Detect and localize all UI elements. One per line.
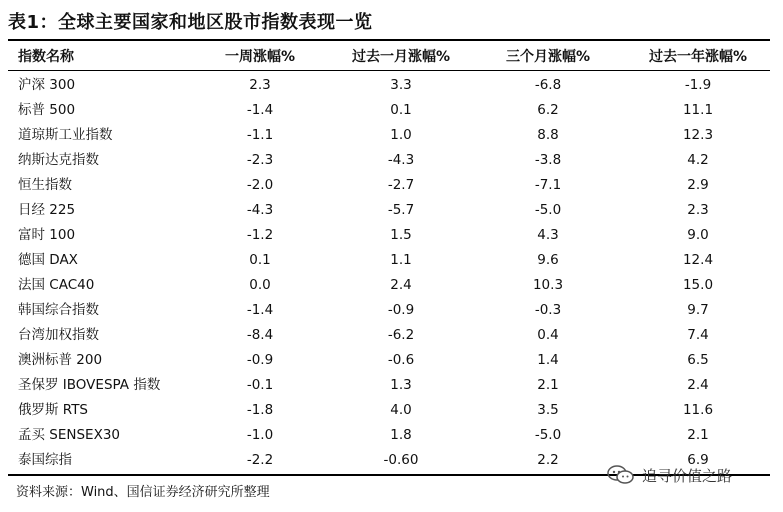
- table-row: [8, 323, 770, 348]
- month-change: 0.1: [390, 102, 412, 118]
- year-change: 2.1: [687, 427, 709, 443]
- watermark: [606, 464, 732, 486]
- week-change: -1.8: [246, 402, 274, 418]
- week-change: -1.1: [246, 127, 274, 143]
- index-name: 日经 225: [18, 202, 76, 218]
- watermark-text: 追寻价值之路: [642, 466, 733, 485]
- wechat-icon: [606, 464, 636, 486]
- week-change: -2.2: [246, 452, 274, 468]
- table-title: 表1：全球主要国家和地区股市指数表现一览: [8, 12, 373, 33]
- quarter-change: -3.8: [534, 152, 562, 168]
- table-row: [8, 273, 770, 298]
- index-name: 道琼斯工业指数: [18, 127, 113, 143]
- index-name: 圣保罗 IBOVESPA 指数: [18, 377, 161, 393]
- year-change: 12.4: [682, 252, 714, 268]
- table-row: [8, 73, 770, 98]
- year-change: 11.6: [682, 402, 714, 418]
- year-change: 12.3: [682, 127, 714, 143]
- table-row: [8, 223, 770, 248]
- month-change: 3.3: [390, 77, 412, 93]
- year-change: 9.7: [687, 302, 709, 318]
- week-change: -1.4: [246, 102, 274, 118]
- month-change: 1.3: [390, 377, 412, 393]
- year-change: 2.3: [687, 202, 709, 218]
- quarter-change: 6.2: [537, 102, 559, 118]
- index-name: 富时 100: [18, 227, 76, 243]
- month-change: 2.4: [390, 277, 412, 293]
- year-change: 15.0: [682, 277, 714, 293]
- week-change: 0.1: [249, 252, 271, 268]
- table-row: [8, 248, 770, 273]
- table-row: [8, 148, 770, 173]
- year-change: 11.1: [682, 102, 714, 118]
- month-change: -0.60: [383, 452, 419, 468]
- quarter-change: 0.4: [537, 327, 559, 343]
- table-row: [8, 123, 770, 148]
- header-rule: [8, 70, 770, 71]
- index-name: 标普 500: [18, 102, 76, 118]
- year-change: -1.9: [684, 77, 712, 93]
- month-change: 1.5: [390, 227, 412, 243]
- year-change: 4.2: [687, 152, 709, 168]
- table-row: [8, 98, 770, 123]
- quarter-change: 9.6: [537, 252, 559, 268]
- quarter-change: -5.0: [534, 202, 562, 218]
- header-week-change: 一周涨幅%: [224, 49, 296, 65]
- index-name: 孟买 SENSEX30: [18, 427, 121, 443]
- month-change: -0.9: [387, 302, 415, 318]
- top-rule: [8, 39, 770, 41]
- year-change: 2.9: [687, 177, 709, 193]
- year-change: 2.4: [687, 377, 709, 393]
- year-change: 6.5: [687, 352, 709, 368]
- source-note: 资料来源：Wind、国信证券经济研究所整理: [16, 485, 270, 500]
- year-change: 6.9: [687, 452, 709, 468]
- month-change: 1.8: [390, 427, 412, 443]
- month-change: -0.6: [387, 352, 415, 368]
- index-name: 德国 DAX: [18, 252, 78, 268]
- index-name: 台湾加权指数: [18, 327, 99, 343]
- quarter-change: 2.2: [537, 452, 559, 468]
- week-change: -1.4: [246, 302, 274, 318]
- header-month-change: 过去一月涨幅%: [351, 49, 451, 65]
- index-name: 恒生指数: [18, 177, 72, 193]
- quarter-change: 1.4: [537, 352, 559, 368]
- week-change: -0.9: [246, 352, 274, 368]
- quarter-change: 10.3: [532, 277, 564, 293]
- week-change: -1.0: [246, 427, 274, 443]
- week-change: -8.4: [246, 327, 274, 343]
- quarter-change: -7.1: [534, 177, 562, 193]
- quarter-change: 4.3: [537, 227, 559, 243]
- header-year-change: 过去一年涨幅%: [648, 49, 748, 65]
- table-row: [8, 298, 770, 323]
- index-name: 法国 CAC40: [18, 277, 95, 293]
- week-change: 0.0: [249, 277, 271, 293]
- month-change: -6.2: [387, 327, 415, 343]
- index-name: 韩国综合指数: [18, 302, 99, 318]
- week-change: -2.0: [246, 177, 274, 193]
- header-quarter-change: 三个月涨幅%: [505, 49, 591, 65]
- quarter-change: 8.8: [537, 127, 559, 143]
- table-row: [8, 198, 770, 223]
- month-change: -4.3: [387, 152, 415, 168]
- table-row: [8, 348, 770, 373]
- month-change: 4.0: [390, 402, 412, 418]
- month-change: 1.0: [390, 127, 412, 143]
- week-change: -0.1: [246, 377, 274, 393]
- year-change: 9.0: [687, 227, 709, 243]
- table-row: [8, 423, 770, 448]
- quarter-change: -5.0: [534, 427, 562, 443]
- index-name: 俄罗斯 RTS: [18, 402, 89, 418]
- index-name: 沪深 300: [18, 77, 76, 93]
- table-body: [8, 73, 770, 473]
- week-change: 2.3: [249, 77, 271, 93]
- quarter-change: -0.3: [534, 302, 562, 318]
- week-change: -1.2: [246, 227, 274, 243]
- month-change: -5.7: [387, 202, 415, 218]
- quarter-change: -6.8: [534, 77, 562, 93]
- week-change: -2.3: [246, 152, 274, 168]
- index-name: 纳斯达克指数: [18, 152, 99, 168]
- quarter-change: 3.5: [537, 402, 559, 418]
- month-change: -2.7: [387, 177, 415, 193]
- quarter-change: 2.1: [537, 377, 559, 393]
- table-row: [8, 173, 770, 198]
- table-row: [8, 398, 770, 423]
- index-name: 澳洲标普 200: [18, 352, 103, 368]
- index-name: 泰国综指: [18, 452, 72, 468]
- table-row: [8, 373, 770, 398]
- week-change: -4.3: [246, 202, 274, 218]
- month-change: 1.1: [390, 252, 412, 268]
- year-change: 7.4: [687, 327, 709, 343]
- header-index-name: 指数名称: [18, 49, 74, 65]
